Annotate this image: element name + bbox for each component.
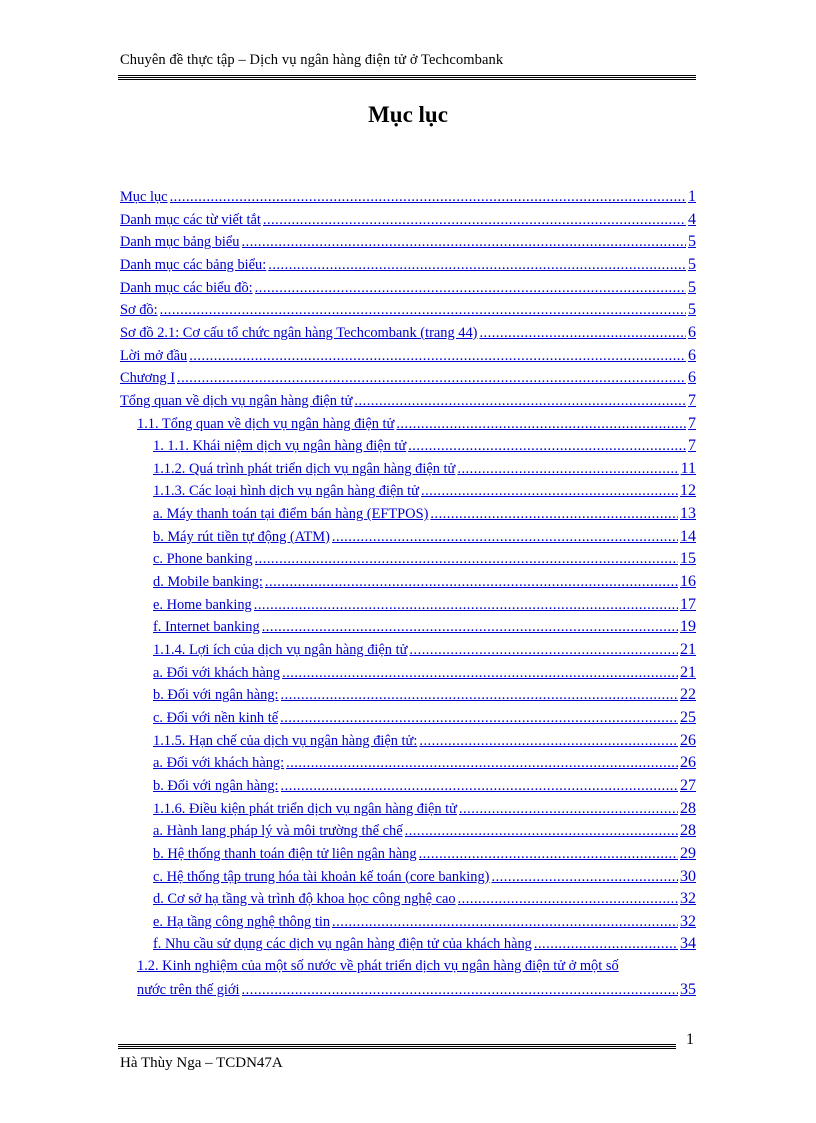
toc-entry-label: f. Nhu cầu sử dụng các dịch vụ ngân hàng điện tử của khách hàng (153, 936, 532, 953)
toc-entry-page: 6 (688, 323, 696, 341)
toc-entry[interactable] (120, 233, 696, 255)
toc-leader-dots (332, 914, 678, 931)
toc-entry-page: 5 (688, 255, 696, 273)
toc-leader-dots (408, 438, 686, 455)
toc-leader-dots (160, 302, 686, 319)
toc-entry-label: Lời mở đầu (120, 347, 188, 364)
toc-entry-label: e. Hạ tầng công nghệ thông tin (153, 913, 331, 930)
toc-entry[interactable] (153, 868, 696, 890)
toc-entry-label: 1.1.6. Điều kiện phát triển dịch vụ ngân hàng điện tử (153, 800, 457, 817)
toc-entry-label: a. Máy thanh toán tại điểm bán hàng (EFTPOS) (153, 506, 429, 523)
toc-entry-label: b. Đối với ngân hàng: (153, 777, 279, 794)
toc-entry-label: a. Hành lang pháp lý và môi trường thể chế (153, 823, 403, 840)
toc-entry-page: 7 (688, 437, 696, 455)
toc-entry-page: 32 (680, 912, 696, 930)
toc-leader-dots (534, 936, 678, 953)
toc-entry-page: 35 (680, 980, 696, 998)
toc-leader-dots (491, 869, 678, 886)
toc-entry[interactable] (120, 188, 696, 210)
toc-entry[interactable] (153, 935, 696, 957)
toc-entry-page: 26 (680, 754, 696, 772)
toc-entry-page: 21 (680, 663, 696, 681)
toc-entry-page: 32 (680, 890, 696, 908)
toc-entry[interactable] (153, 596, 696, 618)
toc-entry[interactable] (153, 482, 696, 504)
toc-leader-dots (405, 823, 678, 840)
toc-entry-label: a. Đối với khách hàng (153, 664, 281, 681)
toc-entry-label: c. Phone banking (153, 551, 253, 568)
toc-entry-label: 1.1.2. Quá trình phát triển dịch vụ ngân hàng điện tử (153, 460, 456, 477)
toc-entry-label: a. Đối với khách hàng: (153, 755, 285, 772)
toc-entry[interactable] (153, 528, 696, 550)
toc-leader-dots (458, 891, 678, 908)
running-footer: Hà Thùy Nga – TCDN47A (120, 1055, 283, 1071)
toc-entry-page: 25 (680, 708, 696, 726)
toc-entry-page: 16 (680, 573, 696, 591)
toc-entry-label: e. Home banking (153, 596, 252, 613)
toc-entry-page: 26 (680, 731, 696, 749)
toc-leader-dots (265, 574, 678, 591)
toc-entry-page: 12 (680, 482, 696, 500)
toc-entry-page: 19 (680, 618, 696, 636)
toc-leader-dots (281, 778, 678, 795)
toc-leader-dots (457, 461, 678, 478)
toc-entry-label: Sơ đồ: (120, 302, 158, 319)
toc-entry[interactable] (153, 800, 696, 822)
toc-entry-label: b. Máy rút tiền tự động (ATM) (153, 528, 330, 545)
toc-entry[interactable] (120, 392, 696, 414)
toc-leader-dots (281, 687, 678, 704)
toc-leader-dots (177, 370, 686, 387)
toc-entry-label: Danh mục các từ viết tắt (120, 211, 261, 228)
toc-entry-page: 28 (680, 799, 696, 817)
toc-leader-dots (189, 348, 686, 365)
toc-leader-dots (268, 257, 686, 274)
toc-leader-dots (242, 982, 678, 999)
toc-entry[interactable] (153, 845, 696, 867)
header-rule (118, 75, 696, 80)
toc-leader-dots (242, 234, 687, 251)
toc-entry[interactable] (120, 211, 696, 233)
toc-entry-label: Chương I (120, 370, 175, 387)
toc-entry-label: Danh mục bảng biểu (120, 234, 240, 251)
toc-leader-dots (282, 665, 678, 682)
running-header: Chuyên đề thực tập – Dịch vụ ngân hàng điện tử ở Techcombank (120, 52, 504, 68)
toc-entry-label: Sơ đồ 2.1: Cơ cấu tổ chức ngân hàng Techcombank (trang 44) (120, 324, 478, 341)
toc-entry-multiline-line1[interactable] (137, 958, 619, 980)
page-title: Mục lục (368, 102, 448, 127)
toc-entry[interactable] (120, 279, 696, 301)
toc-entry-label: b. Hệ thống thanh toán điện tử liên ngân hàng (153, 845, 417, 862)
toc-entry-page: 13 (680, 505, 696, 523)
toc-entry-page: 21 (680, 641, 696, 658)
toc-entry-page: 27 (680, 776, 696, 794)
toc-entry[interactable] (153, 709, 696, 731)
toc-entry-label: d. Cơ sở hạ tầng và trình độ khoa học công nghệ cao (153, 891, 456, 908)
toc-entry-label: 1.1.5. Hạn chế của dịch vụ ngân hàng điện tử: (153, 732, 418, 749)
toc-entry[interactable] (120, 301, 696, 323)
toc-entry[interactable] (120, 347, 696, 369)
toc-entry[interactable] (153, 505, 696, 527)
toc-entry[interactable] (153, 550, 696, 572)
toc-entry-label: 1.1.3. Các loại hình dịch vụ ngân hàng điện tử (153, 483, 419, 500)
toc-entry[interactable] (120, 256, 696, 278)
toc-leader-dots (170, 189, 686, 206)
toc-entry-page: 5 (688, 301, 696, 319)
toc-entry-multiline-line2[interactable] (137, 981, 696, 1003)
toc-entry[interactable] (153, 664, 696, 686)
toc-entry-label: c. Đối với nền kinh tế (153, 709, 279, 726)
toc-leader-dots (286, 755, 678, 772)
toc-entry[interactable] (153, 913, 696, 935)
toc-entry-page: 28 (680, 822, 696, 840)
toc-entry-label: d. Mobile banking: (153, 574, 263, 591)
toc-leader-dots (430, 506, 678, 523)
footer-rule (118, 1044, 676, 1049)
toc-leader-dots (254, 597, 678, 614)
toc-entry-page: 6 (688, 369, 696, 387)
toc-entry-page: 6 (688, 346, 696, 364)
toc-entry-page: 7 (688, 391, 696, 409)
toc-leader-dots (255, 551, 678, 568)
toc-entry-page: 34 (680, 935, 696, 953)
toc-entry-page: 15 (680, 550, 696, 568)
toc-leader-dots (354, 393, 686, 410)
toc-entry[interactable] (153, 777, 696, 799)
toc-entry-page: 17 (680, 595, 696, 613)
toc-entry-label: Mục lục (120, 189, 168, 205)
toc-entry-page: 5 (688, 233, 696, 251)
toc-entry[interactable] (153, 754, 696, 776)
toc-leader-dots (263, 212, 686, 229)
toc-entry-label: c. Hệ thống tập trung hóa tài khoản kế toán (core banking) (153, 868, 490, 885)
toc-entry-page: 5 (688, 278, 696, 296)
toc-entry[interactable] (153, 732, 696, 754)
toc-entry[interactable] (153, 890, 696, 912)
toc-entry[interactable] (153, 641, 696, 663)
toc-entry-page: 30 (680, 867, 696, 885)
toc-entry-label: b. Đối với ngân hàng: (153, 687, 279, 704)
toc-leader-dots (459, 801, 678, 818)
toc-entry-page: 11 (680, 459, 696, 477)
toc-entry-label: 1.1.4. Lợi ích của dịch vụ ngân hàng điện tử (153, 642, 408, 658)
toc-leader-dots (409, 642, 678, 659)
toc-entry-label: Tổng quan về dịch vụ ngân hàng điện tử (120, 392, 353, 409)
toc-entry[interactable] (153, 822, 696, 844)
toc-entry-label: 1. 1.1. Khái niệm dịch vụ ngân hàng điện tử (153, 438, 407, 455)
toc-entry[interactable] (137, 415, 696, 437)
toc-entry-label: f. Internet banking (153, 619, 260, 636)
toc-entry-page: 7 (688, 414, 696, 432)
toc-leader-dots (262, 619, 678, 636)
toc-entry-page: 4 (688, 210, 696, 228)
toc-entry[interactable] (120, 324, 696, 346)
toc-entry[interactable] (153, 573, 696, 595)
page-number: 1 (686, 1031, 694, 1048)
toc-leader-dots (419, 846, 678, 863)
toc-entry-page: 14 (680, 527, 696, 545)
toc-entry[interactable] (153, 460, 696, 482)
toc-leader-dots (280, 710, 678, 727)
toc-entry-page: 29 (680, 844, 696, 862)
toc-entry[interactable] (153, 437, 696, 459)
toc-entry-label: 1.1. Tổng quan về dịch vụ ngân hàng điện tử (137, 415, 395, 432)
toc-leader-dots (332, 529, 678, 546)
toc-entry[interactable] (153, 618, 696, 640)
toc-entry[interactable] (153, 686, 696, 708)
toc-leader-dots (255, 280, 686, 297)
toc-entry-label: nước trên thế giới (137, 981, 240, 998)
toc-entry-page: 1 (688, 188, 696, 205)
toc-entry-label: Danh mục các biểu đồ: (120, 279, 253, 296)
toc-entry-label: Danh mục các bảng biểu: (120, 256, 267, 273)
toc-leader-dots (419, 733, 678, 750)
toc-leader-dots (421, 483, 678, 500)
toc-entry[interactable] (120, 369, 696, 391)
toc-entry-label: 1.2. Kinh nghiệm của một số nước về phát triển dịch vụ ngân hàng điện tử ở một số (137, 958, 619, 975)
toc-leader-dots (396, 416, 686, 433)
toc-leader-dots (479, 325, 686, 342)
toc-entry-page: 22 (680, 686, 696, 704)
